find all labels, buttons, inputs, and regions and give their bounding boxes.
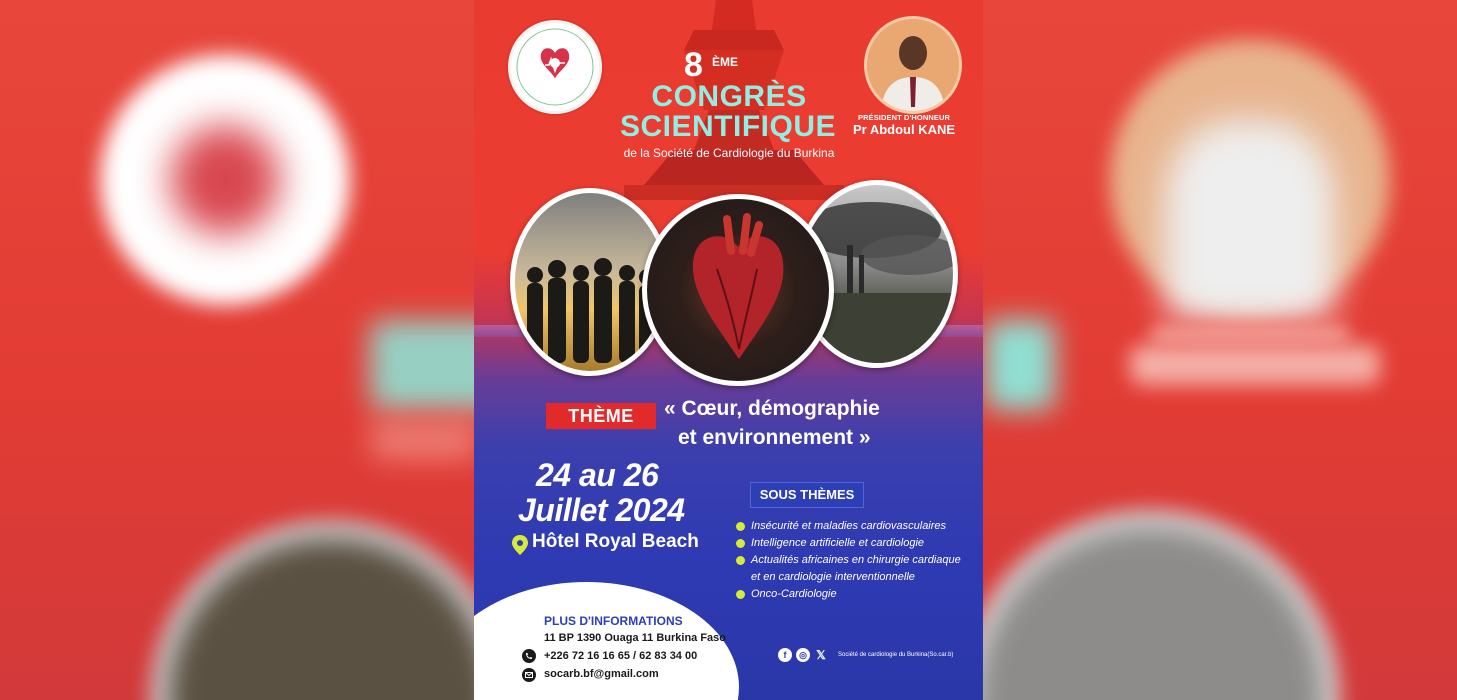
list-item: Intelligence artificielle et cardiologie — [736, 535, 961, 552]
congress-poster — [474, 0, 983, 700]
socarb-logo — [508, 20, 602, 114]
bullet-icon — [736, 522, 745, 531]
facebook-icon[interactable]: f — [778, 648, 792, 662]
list-item: Actualités africaines en chirurgie cardiaque — [736, 552, 961, 569]
theme-text-line2: et environnement » — [678, 426, 871, 449]
edition-number: 8 — [684, 46, 703, 84]
contact-email[interactable]: socarb.bf@gmail.com — [544, 668, 659, 680]
blurred-title-right — [985, 320, 1055, 410]
event-venue: Hôtel Royal Beach — [532, 531, 699, 552]
list-item-continuation: et en cardiologie interventionnelle — [751, 571, 915, 583]
contact-title: PLUS D'INFORMATIONS — [544, 614, 683, 628]
contact-phone[interactable]: +226 72 16 16 65 / 62 83 34 00 — [544, 650, 698, 662]
sous-themes-title: SOUS THÈMES — [750, 482, 864, 508]
x-twitter-icon[interactable]: 𝕏 — [816, 648, 826, 662]
email-icon — [522, 668, 536, 682]
contact-address: 11 BP 1390 Ouaga 11 Burkina Faso — [544, 632, 727, 644]
blurred-president-photo — [1110, 40, 1390, 320]
blurred-subtitle — [370, 420, 480, 460]
bullet-icon — [736, 556, 745, 565]
theme-label: THÈME — [546, 403, 656, 429]
blurred-president-name — [1130, 345, 1380, 385]
social-links — [778, 648, 953, 662]
blurred-logo — [100, 55, 350, 305]
title-scientifique: SCIENTIFIQUE — [619, 110, 836, 143]
edition-suffix: ÈME — [712, 55, 739, 69]
title-subtitle: de la Société de Cardiologie du Burkina — [623, 146, 835, 160]
event-date-days: 24 au 26 — [536, 457, 659, 493]
blurred-president-label — [1150, 325, 1350, 343]
socarb-logo-icon — [511, 23, 599, 111]
anatomical-heart-icon — [647, 199, 829, 381]
social-handle: Société de cardiologie du Burkina(So.car.b) — [838, 652, 954, 658]
bullet-icon — [736, 539, 745, 548]
instagram-icon[interactable]: ◎ — [796, 648, 810, 662]
theme-text-line1: « Cœur, démographie — [664, 397, 880, 420]
president-name: Pr Abdoul KANE — [852, 122, 956, 137]
event-date-month-year: Juillet 2024 — [518, 492, 685, 528]
bullet-icon — [736, 590, 745, 599]
blurred-heart-photo — [960, 510, 1340, 700]
blurred-crowd-photo — [150, 520, 510, 700]
list-item: Onco-Cardiologie — [736, 586, 961, 603]
title-congres: CONGRÈS — [651, 80, 807, 113]
list-item: Insécurité et maladies cardiovasculaires — [736, 518, 961, 535]
location-pin-icon — [512, 535, 528, 555]
phone-icon — [522, 649, 536, 663]
president-portrait-icon — [867, 19, 959, 111]
heart-photo — [642, 194, 834, 386]
president-label: PRÉSIDENT D'HONNEUR — [857, 113, 951, 122]
president-photo — [864, 16, 962, 114]
sous-themes-list — [736, 518, 961, 603]
